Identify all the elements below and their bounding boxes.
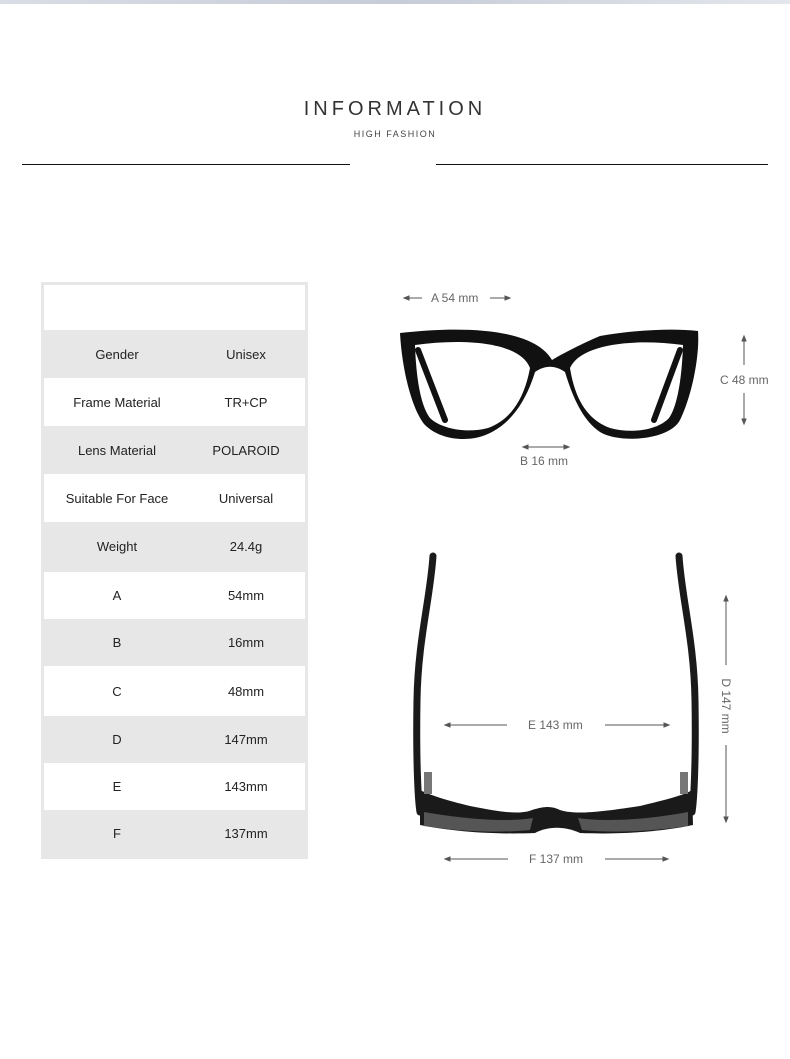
spec-value: Unisex (226, 346, 266, 362)
spec-value: 137mm (224, 825, 268, 841)
spec-label: Weight (96, 538, 138, 554)
page-title: INFORMATION (303, 98, 487, 120)
spec-label: Gender (95, 346, 139, 362)
spec-label: D (112, 732, 122, 747)
page-subtitle: HIGH FASHION (353, 129, 437, 139)
spec-label: E (112, 779, 122, 794)
spec-label: F (113, 825, 121, 841)
dimension-c-label: C 48 mm (720, 373, 769, 387)
spec-label: Frame Material (73, 394, 161, 410)
dimension-f-label: F 137 mm (529, 852, 584, 866)
dimension-b-label: B 16 mm (520, 454, 569, 468)
spec-value: POLAROID (212, 442, 280, 458)
spec-label: Suitable For Face (65, 490, 169, 506)
spec-value: Universal (218, 490, 274, 506)
spec-value: 147mm (224, 732, 268, 747)
front-view-glasses (400, 330, 698, 439)
dimension-a-label: A 54 mm (431, 291, 479, 305)
spec-label: B (112, 635, 122, 650)
spec-label: A (112, 588, 122, 603)
spec-value: 16mm (227, 635, 265, 650)
spec-value: 143mm (224, 779, 268, 794)
dimension-d-label: D 147 mm (719, 678, 733, 734)
top-view-glasses (417, 556, 696, 833)
spec-label: Lens Material (77, 442, 157, 458)
spec-value: TR+CP (224, 394, 268, 410)
spec-label: C (112, 683, 122, 699)
dimension-e-label: E 143 mm (528, 718, 583, 732)
spec-value: 24.4g (229, 538, 263, 554)
spec-value: 48mm (227, 683, 265, 699)
spec-value: 54mm (227, 588, 265, 603)
